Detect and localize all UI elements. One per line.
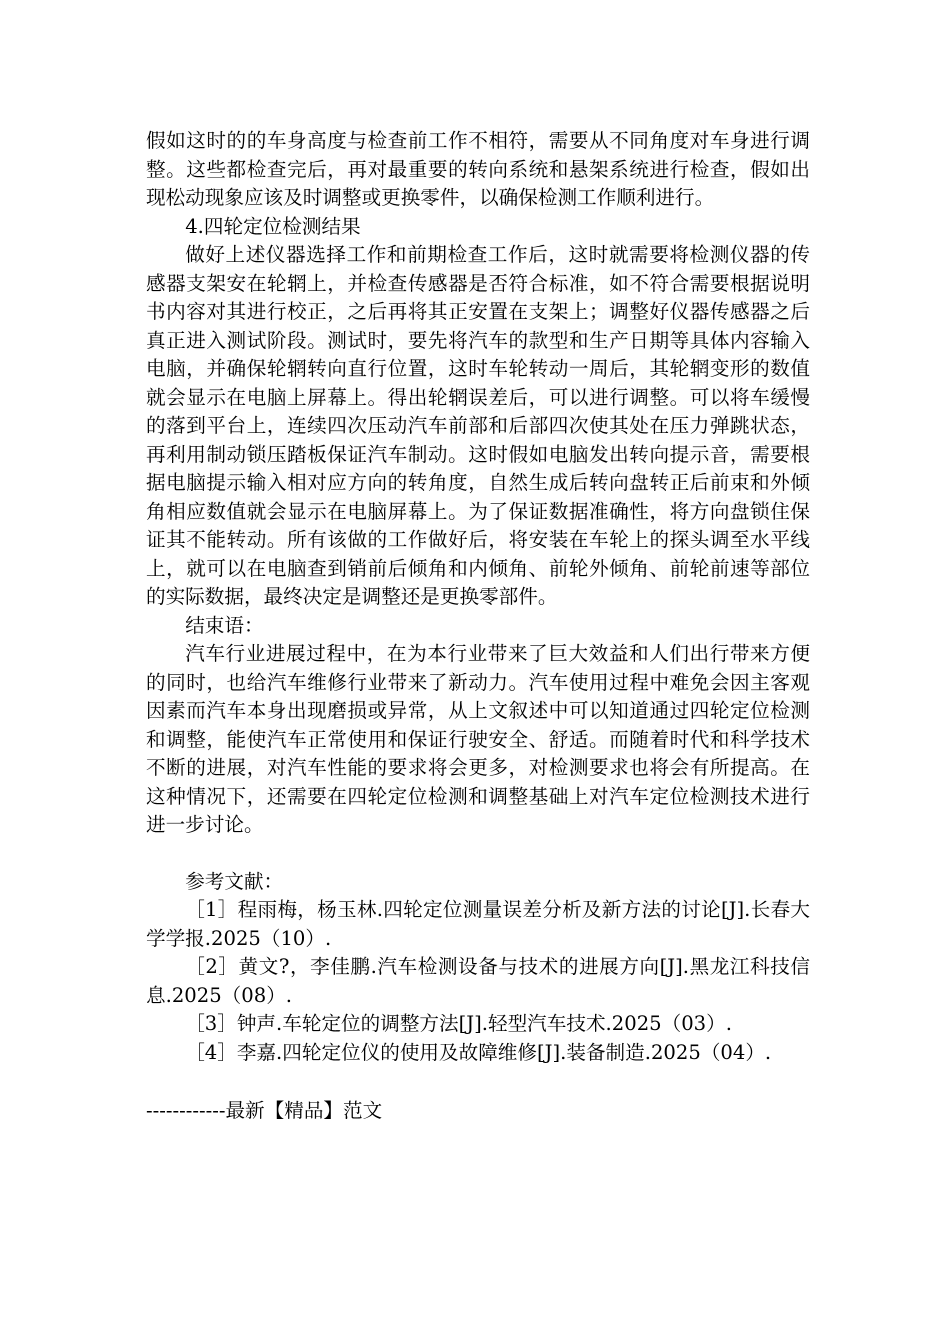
section-heading: 4.四轮定位检测结果: [185, 214, 361, 238]
reference-item-1: ［1］程雨梅，杨玉林.四轮定位测量误差分析及新方法的讨论[J].长春大学学报.2025（10）.: [146, 898, 810, 950]
footer-banner: ------------最新【精品】范文: [146, 1099, 383, 1122]
reference-item-2: ［2］黄文?，李佳鹏.汽车检测设备与技术的进展方向[J].黑龙江科技信息.2025（08）.: [146, 955, 810, 1007]
reference-item-3: ［3］钟声.车轮定位的调整方法[J].轻型汽车技术.2025（03）.: [185, 1012, 732, 1035]
references-heading: 参考文献：: [185, 869, 284, 893]
reference-item-4: ［4］李嘉.四轮定位仪的使用及故障维修[J].装备制造.2025（04）.: [185, 1040, 772, 1064]
conclusion-heading: 结束语：: [185, 613, 264, 637]
paragraph-conclusion: 汽车行业进展过程中，在为本行业带来了巨大效益和人们出行带来方便的同时，也给汽车维修行业带来了新动力。汽车使用过程中难免会因主客观因素而汽车本身出现磨损或异常，从上文叙述中可以知道通过四轮定位检测和调整，能使汽车正常使用和保证行驶安全、舒适。而随着时代和科学技术不断的进展，对汽车性能的要求将会更多，对检测要求也将会有所提高。在这种情况下，还需要在四轮定位检测和调整基础上对汽车定位检测技术进行进一步讨论。: [146, 642, 810, 836]
spacer: [146, 840, 810, 868]
paragraph-body-2: 做好上述仪器选择工作和前期检查工作后，这时就需要将检测仪器的传感器支架安在轮辋上，并检查传感器是否符合标准，如不符合需要根据说明书内容对其进行校正，之后再将其正安置在支架上；调整好仪器传感器之后真正进入测试阶段。测试时，要先将汽车的款型和生产日期等具体内容输入电脑，并确保轮辋转向直行位置，这时车轮转动一周后，其轮辋变形的数值就会显示在电脑上屏幕上。得出轮辋误差后，可以进行调整。可以将车缓慢的落到平台上，连续四次压动汽车前部和后部四次使其处在压力弹跳状态，再利用制动锁压踏板保证汽车制动。这时假如电脑发出转向提示音，需要根据电脑提示输入相对应方向的转角度，自然生成后转向盘转正后前束和外倾角相应数值就会显示在电脑屏幕上。为了保证数据准确性，将方向盘锁住保证其不能转动。所有该做的工作做好后，将安装在车轮上的探头调至水平线上，就可以在电脑查到销前后倾角和内倾角、前轮外倾角、前轮前速等部位的实际数据，最终决定是调整还是更换零部件。: [146, 243, 810, 608]
paragraph-body-1: 假如这时的的车身高度与检查前工作不相符，需要从不同角度对车身进行调整。这些都检查完后，再对最重要的转向系统和悬架系统进行检查，假如出现松动现象应该及时调整或更换零件，以确保检测工作顺利进行。: [146, 129, 810, 209]
document-body: [146, 127, 810, 1067]
